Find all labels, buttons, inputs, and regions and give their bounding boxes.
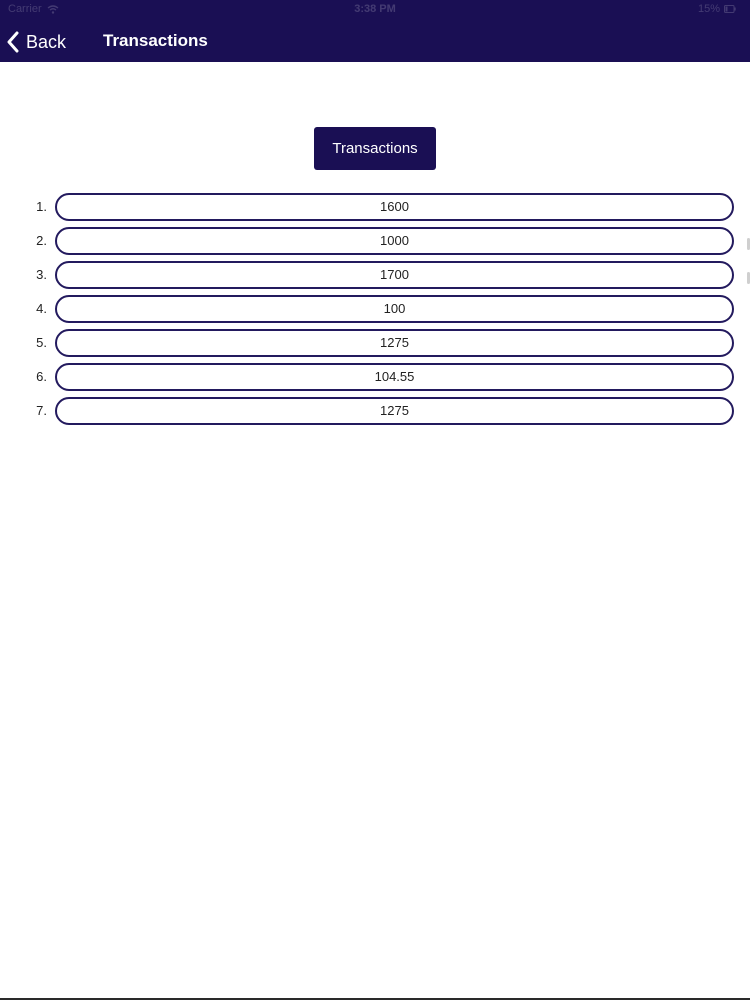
- status-time: 3:38 PM: [354, 3, 396, 15]
- transaction-amount-field[interactable]: 1600: [55, 193, 734, 221]
- status-battery: [698, 3, 736, 15]
- transaction-amount-field[interactable]: 100: [55, 295, 734, 323]
- transactions-button[interactable]: Transactions: [314, 127, 436, 170]
- back-button[interactable]: [6, 28, 66, 56]
- transaction-number: 5.: [36, 335, 47, 350]
- transaction-number: 6.: [36, 369, 47, 384]
- transaction-row: [0, 397, 750, 431]
- transaction-number: 7.: [36, 403, 47, 418]
- transaction-row: [0, 261, 750, 295]
- transaction-row: [0, 329, 750, 363]
- chevron-left-icon: [6, 31, 20, 53]
- transaction-amount-field[interactable]: 1700: [55, 261, 734, 289]
- transaction-number: 3.: [36, 267, 47, 282]
- transaction-amount-field[interactable]: 1275: [55, 397, 734, 425]
- battery-icon: [724, 5, 736, 13]
- back-label: Back: [26, 31, 67, 52]
- transaction-row: [0, 227, 750, 261]
- transaction-number: 4.: [36, 301, 47, 316]
- transaction-row: [0, 363, 750, 397]
- transaction-row: [0, 295, 750, 329]
- transaction-amount-field[interactable]: 1000: [55, 227, 734, 255]
- transaction-row: [0, 193, 750, 227]
- carrier-label: Carrier: [8, 3, 42, 15]
- transaction-number: 1.: [36, 199, 47, 214]
- nav-bar: [0, 22, 750, 62]
- transaction-amount-field[interactable]: 104.55: [55, 363, 734, 391]
- battery-percent: 15%: [697, 3, 720, 15]
- status-bar: [0, 0, 750, 20]
- transaction-amount-field[interactable]: 1275: [55, 329, 734, 357]
- transactions-list: [0, 193, 750, 431]
- transaction-number: 2.: [36, 233, 47, 248]
- page-title: Transactions: [103, 31, 208, 50]
- navigation-header: [0, 0, 750, 62]
